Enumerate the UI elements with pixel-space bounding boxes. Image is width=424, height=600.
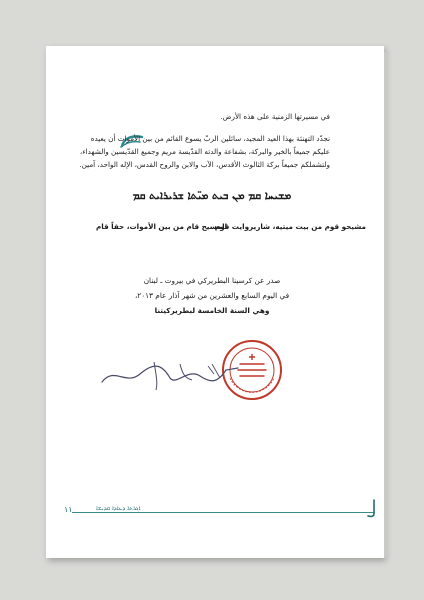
patriarch-signature [96,356,246,394]
syriac-acclamation: ܡܫܝܚܐ ܩܡ ܡܢ ܒܝܬ ܡܝ̈ܬܐ ܫܪܝܪܐܝܬ ܩܡ [132,190,292,202]
page-number: ١١ [64,505,73,514]
letter-intro-line: في مسيرتها الزمنية على هذه الأرض. [220,112,330,121]
paragraph-line: عليكم جميعاً بالخير والبركة، بشفاعة والدته القدّيسة مريم وجميع القدّيسين والشهداء، [79,147,330,156]
acclamation-arabic: المسيح قام من بين الأموات، حقاً قام [96,222,228,231]
issued-place: صدر عن كرسينا البطريركي في بيروت ـ لبنان [143,276,281,285]
issued-date: في اليوم السابع والعشرين من شهر آذار عام ٢٠١٣، [134,291,290,300]
page-edge [384,52,388,558]
letter-paragraph [79,132,330,171]
letter-page [46,46,384,558]
paragraph-line: نجدّد التهنئة بهذا العيد المجيد، سائلين الربّ يسوع القائم من بين الأموات أن يعيده [90,134,330,143]
paragraph-line: ولتشملكم جميعاً بركة الثالوث الأقدس، الآب والابن والروح القدس، الإله الواحد، آمين. [79,160,330,169]
footer-title: ܐܓܪܬܐ ܕܥܐܕܐ ܩܕܝܫܐ [96,505,141,512]
issued-year: وهي السنة الخامسة لبطريركيتنا [154,306,270,315]
acclamation-transliteration: مشيحو قوم من بيت ميتيه، شاريروايت قوم [214,222,366,231]
footer-bracket-icon [364,498,378,518]
